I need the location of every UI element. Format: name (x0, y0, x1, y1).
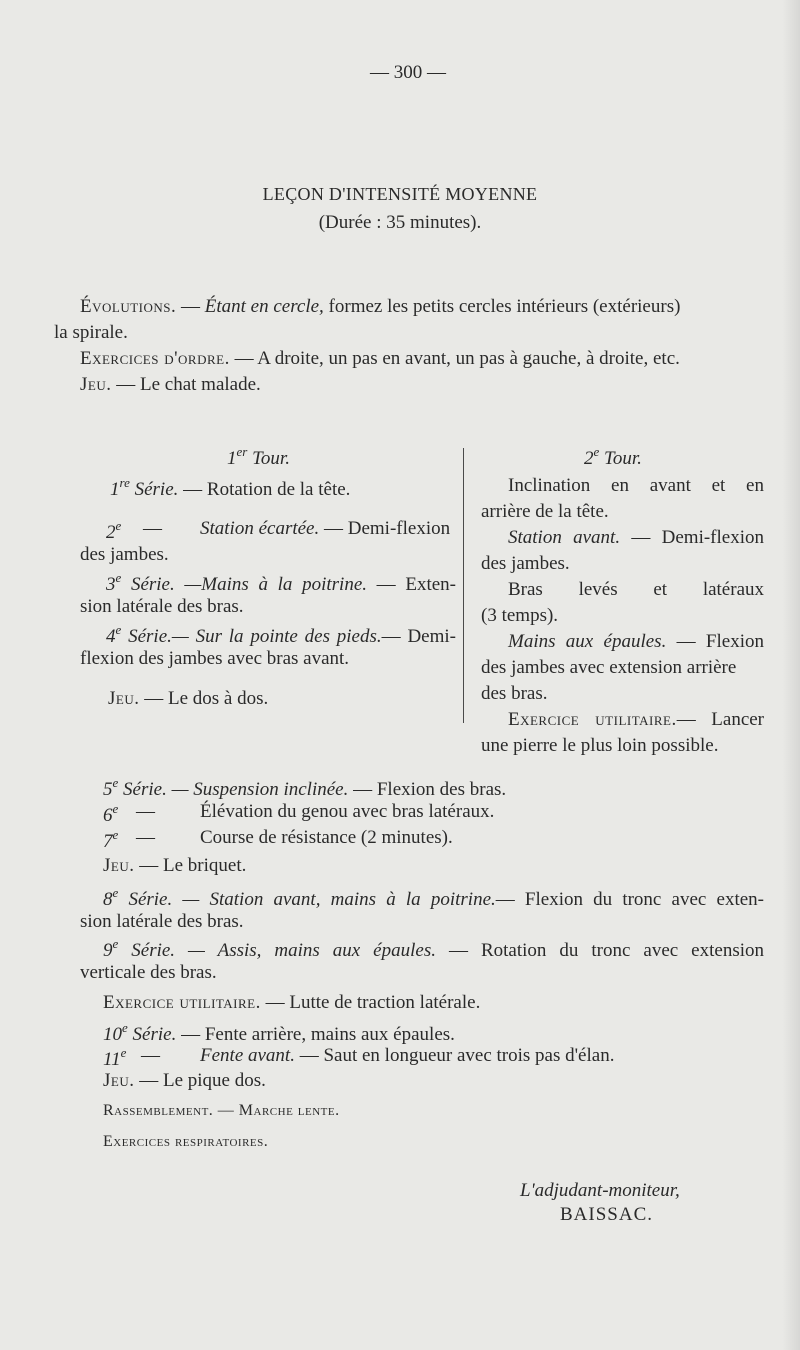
page-number: — 300 — (370, 62, 446, 83)
jeu-text: — Le chat malade. (111, 374, 261, 395)
serie-5-italic: — Suspension inclinée. (166, 779, 349, 800)
jeu-label: Jeu. (80, 374, 112, 395)
evolutions-italic: Étant en cercle, (204, 296, 324, 317)
signature-role: L'adjudant-moniteur, (520, 1180, 680, 1201)
serie-11-italic: Fente avant. (200, 1045, 295, 1066)
serie-1-num: 1 (110, 479, 120, 500)
right-line-7-italic: Mains aux épaules. (508, 631, 667, 652)
util-text: — Lutte de traction latérale. (260, 992, 481, 1013)
page-subtitle: (Durée : 35 minutes). (318, 212, 482, 233)
serie-9-label: Série. (118, 940, 176, 961)
serie-10 (103, 1020, 455, 1046)
serie-6-text: Élévation du genou avec bras latéraux. (200, 801, 495, 822)
evolutions-dash: — (176, 296, 205, 317)
jeu-briquet-text: — Le briquet. (134, 855, 247, 876)
right-line-3 (508, 527, 764, 549)
left-tour-word: Tour. (247, 448, 290, 469)
serie-7-sup: e (112, 827, 119, 842)
serie-8-text: — Flexion du tronc avec exten- (495, 889, 764, 910)
exercices-respiratoires: Exercices respiratoires. (103, 1133, 269, 1150)
serie-6-num (103, 801, 118, 827)
serie-9-num: 9 (103, 940, 113, 961)
right-line-7-text: — Flexion (666, 631, 764, 652)
serie-11-dash: — (141, 1045, 160, 1066)
serie-2-cont: des jambes. (80, 544, 169, 565)
right-tour-sup: e (593, 444, 600, 459)
right-tour-word: Tour. (599, 448, 642, 469)
serie-9-sup: e (112, 936, 119, 951)
serie-8-label: Série. (118, 889, 173, 910)
right-line-1: Inclination en avant et en (508, 475, 764, 496)
serie-5 (103, 775, 506, 801)
evolutions-label: Évolutions. (80, 296, 177, 317)
right-tour-heading (584, 444, 642, 470)
serie-1-text: — Rotation de la tête. (178, 479, 351, 500)
jeu-intro-line (80, 374, 261, 396)
left-serie-4 (106, 622, 456, 648)
left-serie-2 (200, 518, 450, 540)
left-serie-2-num (106, 518, 121, 544)
serie-4-num: 4 (106, 626, 116, 647)
serie-2-dash: — (143, 518, 162, 539)
right-line-2: arrière de la tête. (481, 501, 609, 522)
ordre-text: — A droite, un pas en avant, un pas à gauche, à droite, etc. (229, 348, 680, 369)
serie-7-num-val: 7 (103, 831, 113, 852)
serie-9 (103, 936, 764, 962)
right-line-9: des bras. (481, 683, 548, 704)
rassemblement: Rassemblement. — Marche lente. (103, 1102, 340, 1119)
serie-8 (103, 885, 764, 911)
serie-11 (200, 1045, 614, 1067)
column-divider (463, 448, 464, 723)
left-serie-3 (106, 570, 456, 596)
serie-2-text: — Demi-flexion (319, 518, 451, 539)
signature-name: BAISSAC. (560, 1204, 653, 1225)
serie-11-text: — Saut en longueur avec trois pas d'élan. (294, 1045, 615, 1066)
serie-7-text: Course de résistance (2 minutes). (200, 827, 453, 848)
left-tour-num: 1 (227, 448, 237, 469)
right-line-10-text: — Lancer (676, 709, 765, 730)
evolutions-line (80, 296, 680, 318)
serie-3-sup: e (115, 570, 122, 585)
page-edge-shadow (782, 0, 800, 1350)
left-jeu-text: — Le dos à dos. (139, 688, 269, 709)
right-line-3-italic: Station avant. (508, 527, 621, 548)
serie-4-label: Série. (121, 626, 172, 647)
left-tour-sup: er (236, 444, 248, 459)
serie-10-num: 10 (103, 1024, 122, 1045)
serie-11-num (103, 1045, 126, 1071)
serie-3-text: — Exten- (367, 574, 456, 595)
serie-2-num: 2 (106, 522, 116, 543)
left-jeu-label: Jeu. (108, 688, 140, 709)
right-line-3-text: — Demi-flexion (620, 527, 764, 548)
right-line-6: (3 temps). (481, 605, 559, 626)
serie-4-cont: flexion des jambes avec bras avant. (80, 648, 350, 669)
right-line-8: des jambes avec extension arrière (481, 657, 737, 678)
right-line-5: Bras levés et latéraux (508, 579, 764, 600)
evolutions-cont: la spirale. (54, 322, 128, 343)
jeu-pique-label: Jeu. (103, 1070, 135, 1091)
serie-6-num-val: 6 (103, 805, 113, 826)
left-serie-1 (110, 475, 350, 501)
left-tour-heading (227, 444, 290, 470)
serie-10-label: Série. (127, 1024, 177, 1045)
ordre-line (80, 348, 680, 370)
serie-5-text: — Flexion des bras. (348, 779, 507, 800)
page-title: LEÇON D'INTENSITÉ MOYENNE (262, 184, 538, 204)
serie-3-label: Série. (121, 574, 175, 595)
serie-8-italic: — Station avant, mains à la poitrine. (172, 889, 496, 910)
ordre-label: Exercices d'ordre. (80, 348, 230, 369)
serie-1-sup: re (119, 475, 130, 490)
jeu-pique-text: — Le pique dos. (134, 1070, 266, 1091)
right-line-11: une pierre le plus loin possible. (481, 735, 719, 756)
serie-2-sup: e (115, 518, 122, 533)
util-label: Exercice utilitaire. (103, 992, 261, 1013)
serie-7-num (103, 827, 118, 853)
serie-11-num-val: 11 (103, 1049, 121, 1070)
right-line-10-label: Exercice utilitaire. (508, 709, 677, 730)
serie-9-cont: verticale des bras. (80, 962, 217, 983)
exercice-utilitaire (103, 992, 480, 1014)
serie-11-sup: e (120, 1045, 127, 1060)
serie-3-italic: —Mains à la poitrine. (174, 574, 368, 595)
serie-8-num: 8 (103, 889, 113, 910)
jeu-pique-dos (103, 1070, 266, 1092)
serie-7-dash: — (136, 827, 155, 848)
right-line-7 (508, 631, 764, 653)
right-tour-num: 2 (584, 448, 594, 469)
serie-6-sup: e (112, 801, 119, 816)
jeu-briquet (103, 855, 246, 877)
serie-9-italic: — Assis, mains aux épaules. (175, 940, 436, 961)
serie-4-italic: — Sur la pointe des pieds. (171, 626, 382, 647)
evolutions-text: formez les petits cercles intérieurs (extérieurs) (323, 296, 681, 317)
serie-8-sup: e (112, 885, 119, 900)
serie-10-sup: e (122, 1020, 128, 1035)
serie-5-sup: e (112, 775, 119, 790)
serie-4-sup: e (115, 622, 122, 637)
serie-5-num: 5 (103, 779, 113, 800)
serie-10-text: — Fente arrière, mains aux épaules. (176, 1024, 455, 1045)
serie-6-dash: — (136, 801, 155, 822)
serie-3-num: 3 (106, 574, 116, 595)
jeu-briquet-label: Jeu. (103, 855, 135, 876)
serie-8-cont: sion latérale des bras. (80, 911, 244, 932)
serie-2-italic: Station écartée. (200, 518, 320, 539)
left-jeu (108, 688, 268, 710)
serie-9-text: — Rotation du tronc avec extension (435, 940, 764, 961)
serie-5-label: Série. (118, 779, 167, 800)
right-line-10 (508, 709, 764, 731)
serie-1-label: Série. (129, 479, 179, 500)
serie-3-cont: sion latérale des bras. (80, 596, 244, 617)
serie-4-text: — Demi- (381, 626, 456, 647)
right-line-4: des jambes. (481, 553, 570, 574)
